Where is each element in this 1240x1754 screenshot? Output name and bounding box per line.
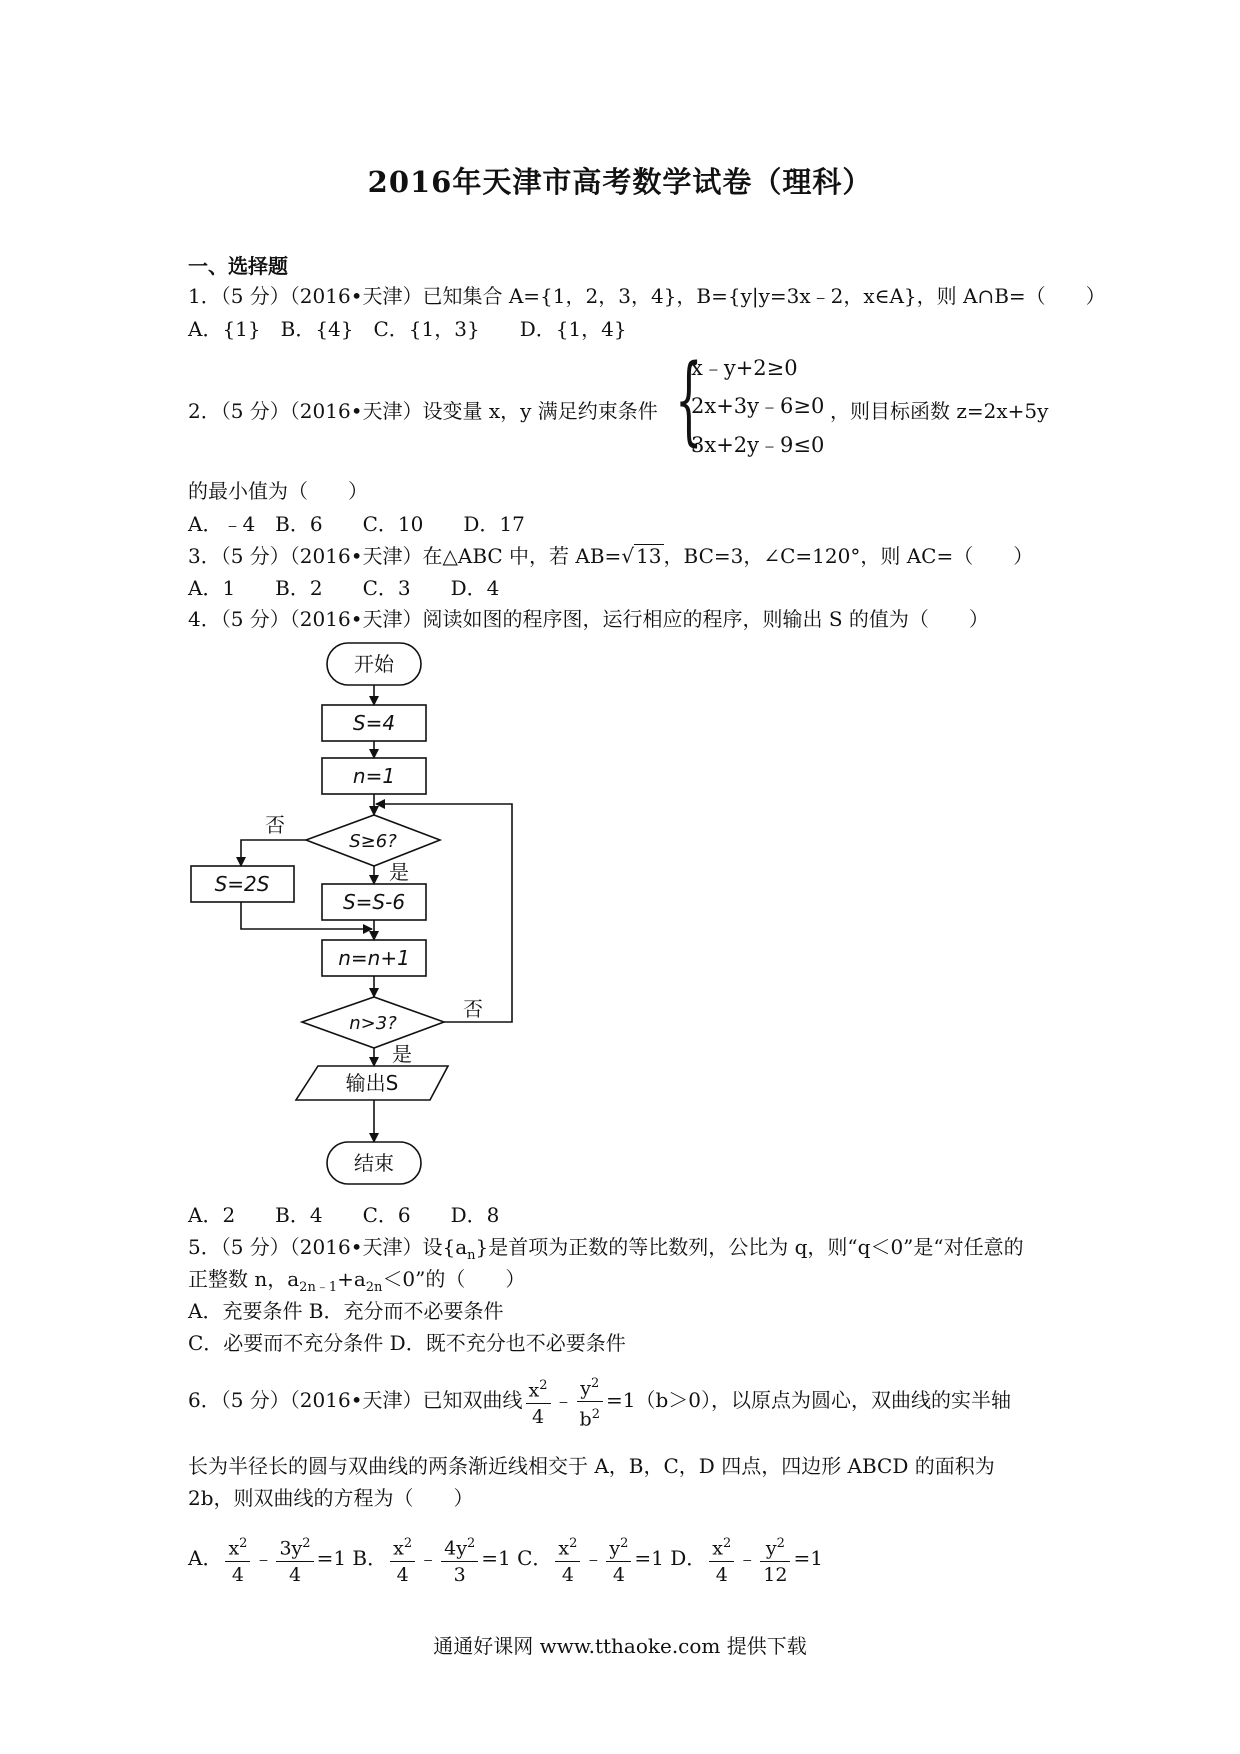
question-3-stem-left: 3．（5 分）（2016•天津）在△ABC 中，若 AB= (188, 544, 622, 568)
option-b: B． $\frac{x^2}{4}$ ﹣ $\frac{4y^2}{3}$ =1 (352, 1535, 511, 1587)
question-6-line-2: 长为半径长的圆与双曲线的两条渐近线相交于 A，B，C，D 四点，四边形 ABCD 的面积为 (188, 1454, 995, 1478)
question-2-stem-right: ，则目标函数 z=2x+5y (830, 399, 1049, 423)
output-label: 输出S (345, 1071, 399, 1095)
no-label-2: 否 (463, 997, 483, 1021)
page-title: 2016年天津市高考数学试卷（理科） (367, 165, 873, 199)
constraint-3: 3x+2y﹣9≤0 (691, 433, 825, 457)
init-s-label: S=4 (352, 711, 396, 735)
brace-symbol: { (675, 344, 703, 456)
question-6-line-3: 2b，则双曲线的方程为（ ） (188, 1486, 474, 1510)
increment-n-label: n=n+1 (338, 946, 410, 970)
q6-fraction-y: $\frac{y^2}{b^2}$ (577, 1371, 603, 1433)
start-label: 开始 (354, 652, 394, 676)
q5-subscript-1: 2n﹣1 (299, 1280, 338, 1295)
yes-label-1: 是 (389, 860, 409, 884)
question-2-options: A．﹣4 B．6 C．10 D．17 (188, 512, 525, 536)
q5-line2-a: 正整数 n，a (188, 1267, 300, 1291)
question-2-stem-left: 2．（5 分）（2016•天津）设变量 x，y 满足约束条件 (188, 399, 658, 423)
question-2-stem-cont: 的最小值为（ ） (188, 479, 368, 503)
sqrt-radicand: 13 (636, 544, 662, 568)
option-a: A． $\frac{x^2}{4}$ ﹣ $\frac{3y^2}{4}$ =1 (188, 1535, 347, 1587)
question-5-options-ab: A．充要条件 B．充分而不必要条件 (188, 1299, 504, 1323)
page-footer: 通通好课网 www.tthaoke.com 提供下载 (433, 1634, 807, 1658)
yes-label-2: 是 (392, 1042, 412, 1066)
q6-stem-left: 6．（5 分）（2016•天津）已知双曲线 (188, 1388, 523, 1412)
end-label: 结束 (354, 1151, 394, 1175)
question-1-stem: 1．（5 分）（2016•天津）已知集合 A={1，2，3，4}，B={y|y=3x﹣2，x∈A}，则 A∩B=（ ） (188, 284, 1106, 308)
question-1-options: A．{1} B．{4} C．{1，3} D．{1，4} (188, 317, 627, 341)
subtract-s-label: S=S-6 (342, 890, 406, 914)
question-6-options (188, 1528, 823, 1588)
no-label-1: 否 (265, 813, 285, 837)
constraint-2: 2x+3y﹣6≥0 (691, 394, 825, 418)
q5-subscript-2: 2n (365, 1280, 383, 1295)
q5-line2-b: +a (337, 1267, 366, 1291)
question-6-line-1 (188, 1370, 1011, 1432)
q6-minus: ﹣ (553, 1388, 574, 1412)
double-s-label: S=2S (214, 872, 270, 896)
q5-subscript-n: n (467, 1248, 476, 1263)
question-3-stem-right: ，BC=3，∠C=120°，则 AC=（ ） (663, 544, 1034, 568)
option-c: C． $\frac{x^2}{4}$ ﹣ $\frac{y^2}{4}$ =1 (517, 1535, 664, 1587)
question-4-options: A．2 B．4 C．6 D．8 (188, 1203, 500, 1227)
condition-n-label: n>3? (349, 1013, 397, 1034)
question-4-stem: 4．（5 分）（2016•天津）阅读如图的程序图，运行相应的程序，则输出 S 的值为（ ） (188, 607, 989, 631)
option-d: D． $\frac{x^2}{4}$ ﹣ $\frac{y^2}{12}$ =1 (670, 1535, 823, 1587)
q5-line1-left: 5．（5 分）（2016•天津）设{a (188, 1235, 468, 1259)
q6-fraction-x: $\frac{x^2}{4}$ (526, 1373, 551, 1430)
q5-line2-c: ＜0”的（ ） (382, 1267, 526, 1291)
section-heading: 一、选择题 (188, 254, 288, 278)
question-5-options-cd: C．必要而不充分条件 D．既不充分也不必要条件 (188, 1331, 626, 1355)
q5-line1-right: }是首项为正数的等比数列，公比为 q，则“q＜0”是“对任意的 (475, 1235, 1024, 1259)
q6-stem-right: =1（b＞0），以原点为圆心，双曲线的实半轴 (605, 1388, 1011, 1412)
question-3-options: A．1 B．2 C．3 D．4 (188, 576, 500, 600)
init-n-label: n=1 (352, 764, 396, 788)
constraint-1: x﹣y+2≥0 (691, 356, 798, 380)
condition-s-label: S≥6? (349, 831, 397, 852)
sqrt-symbol: √ (621, 544, 635, 568)
